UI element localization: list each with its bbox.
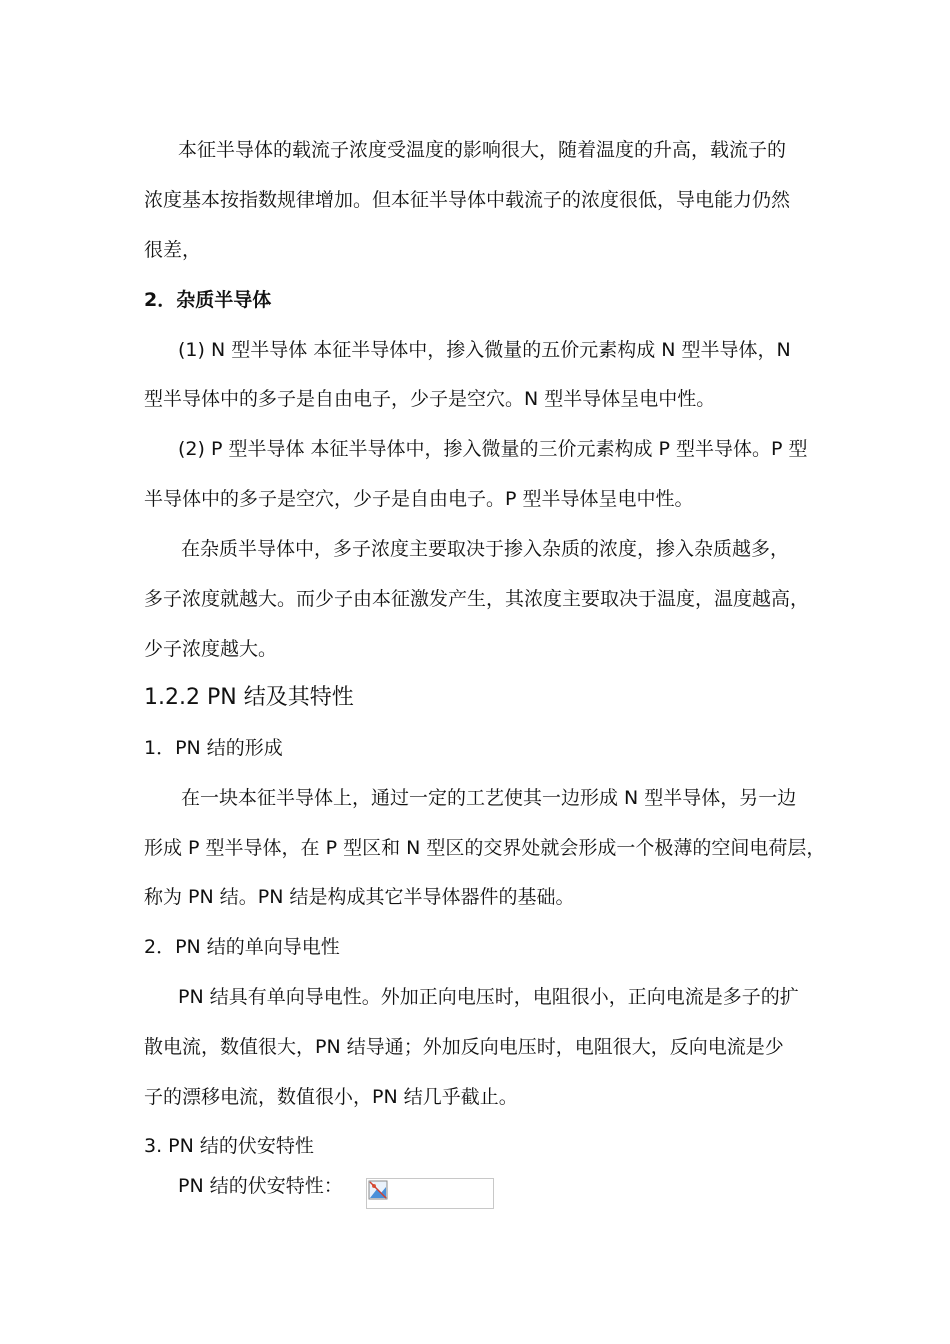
paragraph-line: (1) N 型半导体 本征半导体中，掺入微量的五价元素构成 N 型半导体，N — [178, 339, 791, 361]
paragraph-line: 型半导体中的多子是自由电子，少子是空穴。N 型半导体呈电中性。 — [144, 388, 716, 410]
paragraph-line: 多子浓度就越大。而少子由本征激发产生，其浓度主要取决于温度，温度越高， — [144, 588, 810, 610]
paragraph-line: 散电流，数值很大，PN 结导通；外加反向电压时，电阻很大，反向电流是少 — [144, 1036, 784, 1058]
paragraph-line: 在一块本征半导体上，通过一定的工艺使其一边形成 N 型半导体，另一边 — [181, 787, 797, 809]
paragraph-line: 少子浓度越大。 — [144, 638, 278, 660]
paragraph-line: PN 结具有单向导电性。外加正向电压时，电阻很小，正向电流是多子的扩 — [178, 986, 799, 1008]
iv-characteristic-label: PN 结的伏安特性： — [178, 1175, 343, 1197]
heading-pn-iv: 3. PN 结的伏安特性 — [144, 1135, 314, 1157]
broken-image-icon — [368, 1180, 388, 1200]
section-title: 1.2.2 PN 结及其特性 — [144, 685, 354, 710]
paragraph-line: 子的漂移电流，数值很小，PN 结几乎截止。 — [144, 1086, 518, 1108]
paragraph-line: 本征半导体的载流子浓度受温度的影响很大，随着温度的升高，载流子的 — [178, 139, 787, 161]
paragraph-line: 浓度基本按指数规律增加。但本征半导体中载流子的浓度很低，导电能力仍然 — [144, 189, 791, 211]
paragraph-line: 称为 PN 结。PN 结是构成其它半导体器件的基础。 — [144, 886, 575, 908]
heading-pn-formation: 1．PN 结的形成 — [144, 737, 283, 759]
paragraph-line: 形成 P 型半导体，在 P 型区和 N 型区的交界处就会形成一个极薄的空间电荷层， — [144, 837, 826, 859]
paragraph-line: 在杂质半导体中，多子浓度主要取决于掺入杂质的浓度，掺入杂质越多， — [181, 538, 790, 560]
paragraph-line: 半导体中的多子是空穴，少子是自由电子。P 型半导体呈电中性。 — [144, 488, 694, 510]
paragraph-line: (2) P 型半导体 本征半导体中，掺入微量的三价元素构成 P 型半导体。P 型 — [178, 438, 808, 460]
heading-pn-unidirectional: 2．PN 结的单向导电性 — [144, 936, 340, 958]
iv-characteristic-image-placeholder — [366, 1178, 494, 1209]
paragraph-line: 很差， — [144, 239, 202, 261]
heading-impurity-semiconductor: 2．杂质半导体 — [144, 289, 272, 311]
